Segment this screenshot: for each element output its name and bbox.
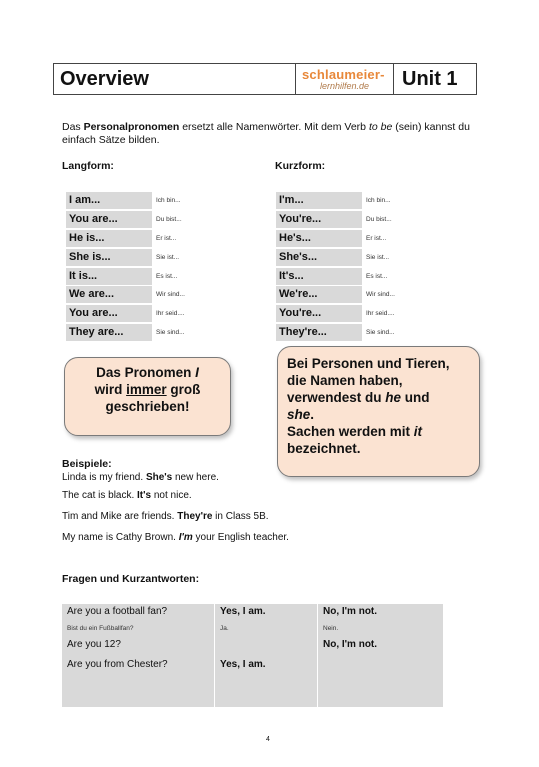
pronoun-en: I am... <box>66 192 152 209</box>
callout-line <box>287 406 473 423</box>
intro-part: Das <box>62 121 84 133</box>
callout-italic: he <box>385 390 402 405</box>
yes-answers-column <box>215 604 318 707</box>
callout-line: bezeichnet. <box>287 441 361 456</box>
intro-text <box>62 121 482 147</box>
callout-text: wird <box>94 382 127 397</box>
example-line <box>62 506 362 527</box>
callout-line: die Namen haben, <box>287 373 403 388</box>
pronoun-en: You are... <box>66 305 152 322</box>
table-row <box>66 285 201 304</box>
examples-label: Beispiele: <box>62 458 112 470</box>
pronoun-en: He's... <box>276 230 362 247</box>
table-row <box>276 191 411 210</box>
pronoun-en: He is... <box>66 230 152 247</box>
example-text: not nice. <box>151 490 192 501</box>
table-row <box>66 248 201 267</box>
header-bar <box>53 63 477 95</box>
callout-line <box>65 364 230 381</box>
pronoun-en: You are... <box>66 211 152 228</box>
example-text: Tim and Mike are friends. <box>62 511 178 522</box>
table-row <box>66 304 201 323</box>
pronoun-en: You're... <box>276 305 362 322</box>
example-bold: It's <box>137 490 152 501</box>
callout-text: und <box>401 390 430 405</box>
callout-line <box>65 381 230 398</box>
example-text: The cat is black. <box>62 490 138 501</box>
pronoun-en: She's... <box>276 249 362 266</box>
pronoun-en: They're... <box>276 324 362 341</box>
example-bold: They're <box>177 511 213 522</box>
yes-answer-1: Yes, I am. <box>220 606 266 617</box>
pronoun-de: Er ist... <box>366 234 387 242</box>
callout-text: . <box>310 407 315 422</box>
pronoun-de: Sie ist... <box>366 253 390 261</box>
table-row <box>276 323 411 342</box>
logo-sub-text: lernhilfen.de <box>320 81 370 91</box>
no-answers-column <box>318 604 443 707</box>
no-answer-1-de: Nein. <box>323 625 339 632</box>
questions-label: Fragen und Kurzantworten: <box>62 573 200 585</box>
pronoun-en: She is... <box>66 249 152 266</box>
no-answer-2: No, I'm not. <box>323 639 378 650</box>
yes-answer-3: Yes, I am. <box>220 659 266 670</box>
intro-part: ersetzt alle Namenwörter. Mit dem Verb <box>179 121 369 133</box>
callout-italic: she <box>287 407 311 422</box>
example-bold: I'm <box>178 532 193 543</box>
table-row <box>66 267 201 286</box>
example-text: My name is Cathy Brown. <box>62 532 179 543</box>
pronoun-de: Er ist... <box>156 234 177 242</box>
question-1: Are you a football fan? <box>67 606 168 617</box>
example-bold: She's <box>145 472 173 483</box>
table-row <box>66 229 201 248</box>
pronoun-de: Ich bin... <box>156 196 181 204</box>
table-row <box>276 304 411 323</box>
yes-answer-1-de: Ja. <box>220 625 229 632</box>
callout-underlined: immer <box>126 382 167 397</box>
callout-line: geschrieben! <box>105 399 190 414</box>
pronoun-en: We are... <box>66 286 152 303</box>
kurzform-table <box>276 191 411 342</box>
pronoun-de: Ihr seid.... <box>366 310 395 318</box>
langform-table <box>66 191 201 342</box>
questions-column <box>62 604 215 707</box>
example-line <box>62 485 362 506</box>
table-row <box>276 248 411 267</box>
pronoun-i-callout <box>64 357 231 436</box>
pronoun-en: It is... <box>66 268 152 285</box>
kurzform-label: Kurzform: <box>275 160 326 172</box>
table-row <box>66 191 201 210</box>
question-2: Are you 12? <box>67 639 121 650</box>
callout-line <box>287 423 473 440</box>
pronoun-de: Es ist... <box>366 272 388 280</box>
questions-table <box>62 604 443 707</box>
pronoun-de: Wir sind... <box>366 291 395 299</box>
table-row <box>276 229 411 248</box>
table-row <box>276 210 411 229</box>
page-number: 4 <box>266 736 270 743</box>
pronoun-de: Sie ist... <box>156 253 180 261</box>
logo-main-text: schlaumeier- <box>302 67 385 82</box>
page-title: Overview <box>54 64 296 94</box>
callout-line <box>287 389 473 406</box>
pronoun-de: Wir sind... <box>156 291 185 299</box>
logo <box>296 64 394 94</box>
intro-bold: Personalpronomen <box>83 121 180 133</box>
pronoun-de: Du bist... <box>366 215 392 223</box>
pronoun-de: Sie sind... <box>156 329 185 337</box>
pronoun-en: They are... <box>66 324 152 341</box>
pronoun-en: It's... <box>276 268 362 285</box>
table-row <box>276 267 411 286</box>
intro-italic: to be <box>368 121 393 133</box>
pronoun-en: We're... <box>276 286 362 303</box>
callout-text: Das Pronomen <box>96 365 196 380</box>
table-row <box>66 323 201 342</box>
pronoun-en: You're... <box>276 211 362 228</box>
callout-line: Bei Personen und Tieren, <box>287 356 450 371</box>
callout-text: Sachen werden mit <box>287 424 414 439</box>
pronoun-de: Ich bin... <box>366 196 391 204</box>
intro-part: (sein) kannst du einfach Sätze bilden. <box>62 121 470 146</box>
example-text: your English teacher. <box>192 532 289 543</box>
pronoun-en: I'm... <box>276 192 362 209</box>
callout-italic: I <box>195 365 199 380</box>
example-text: Linda is my friend. <box>62 472 146 483</box>
example-line <box>62 527 362 548</box>
example-text: in Class 5B. <box>212 511 269 522</box>
pronoun-de: Du bist... <box>156 215 182 223</box>
examples-section <box>62 458 362 548</box>
question-3: Are you from Chester? <box>67 659 168 670</box>
pronoun-de: Sie sind... <box>366 329 395 337</box>
example-text: new here. <box>172 472 219 483</box>
question-1-de: Bist du ein Fußballfan? <box>67 625 134 632</box>
callout-text: groß <box>166 382 201 397</box>
callout-text: verwendest du <box>287 390 386 405</box>
pronoun-de: Ihr seid.... <box>156 310 185 318</box>
langform-label: Langform: <box>62 160 114 172</box>
table-row <box>66 210 201 229</box>
unit-label: Unit 1 <box>402 68 458 90</box>
table-row <box>276 285 411 304</box>
pronoun-de: Es ist... <box>156 272 178 280</box>
no-answer-1: No, I'm not. <box>323 606 378 617</box>
callout-italic: it <box>413 424 423 439</box>
example-line <box>62 471 362 485</box>
